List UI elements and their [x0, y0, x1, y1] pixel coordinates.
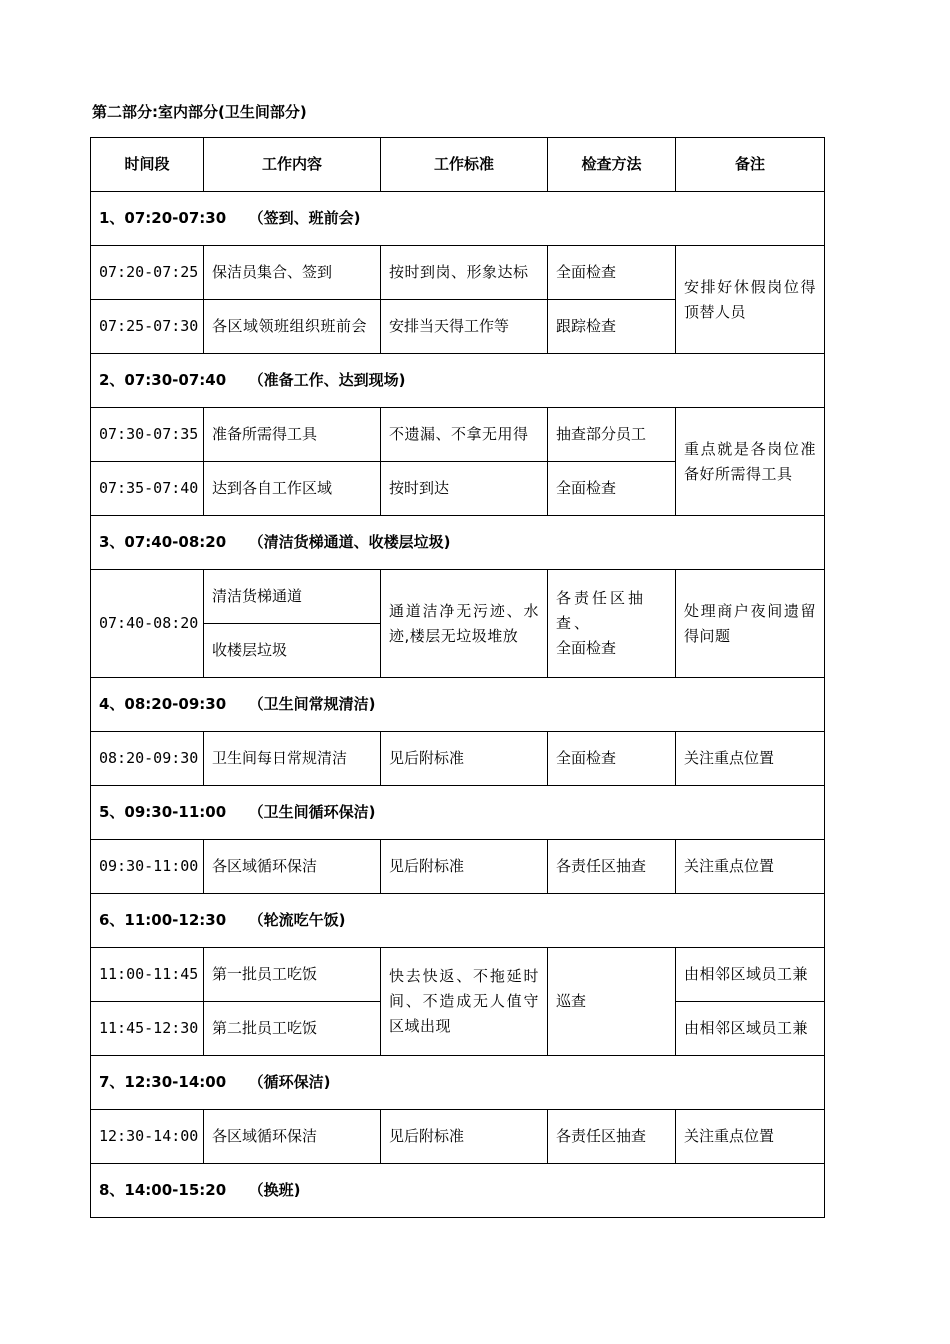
section-heading-4: [91, 678, 825, 732]
standard-cell: 见后附标准: [381, 1110, 548, 1164]
time-cell: 11:45-12:30: [91, 1002, 204, 1056]
method-cell: 全面检查: [548, 732, 676, 786]
standard-cell: 按时到达: [381, 462, 548, 516]
content-cell: 各区域循环保洁: [204, 1110, 381, 1164]
time-cell: 11:00-11:45: [91, 948, 204, 1002]
section-heading-1: [91, 192, 825, 246]
standard-cell: 按时到岗、形象达标: [381, 246, 548, 300]
header-standard: 工作标准: [381, 138, 548, 192]
table-row: [91, 732, 825, 786]
remark-cell: 关注重点位置: [676, 840, 825, 894]
table-row: [91, 570, 825, 624]
standard-cell: 快去快返、不拖延时间、不造成无人值守区域出现: [381, 948, 548, 1056]
content-cell: 达到各自工作区域: [204, 462, 381, 516]
table-row: [91, 948, 825, 1002]
method-cell: 全面检查: [548, 246, 676, 300]
standard-cell: 不遗漏、不拿无用得: [381, 408, 548, 462]
time-cell: 07:25-07:30: [91, 300, 204, 354]
remark-cell: 关注重点位置: [676, 1110, 825, 1164]
method-cell: 巡查: [548, 948, 676, 1056]
content-cell: 收楼层垃圾: [204, 624, 381, 678]
standard-cell: 安排当天得工作等: [381, 300, 548, 354]
table-row: [91, 840, 825, 894]
remark-cell: 关注重点位置: [676, 732, 825, 786]
section-title: 7、12:30-14:00 （循环保洁): [91, 1056, 825, 1110]
page-title: 第二部分:室内部分(卫生间部分): [92, 103, 307, 121]
header-remark: 备注: [676, 138, 825, 192]
header-content: 工作内容: [204, 138, 381, 192]
standard-cell: 通道洁净无污迹、水迹,楼层无垃圾堆放: [381, 570, 548, 678]
section-heading-7: [91, 1056, 825, 1110]
section-title: 5、09:30-11:00 （卫生间循环保洁): [91, 786, 825, 840]
content-cell: 清洁货梯通道: [204, 570, 381, 624]
header-row: [91, 138, 825, 192]
remark-cell: 处理商户夜间遗留得问题: [676, 570, 825, 678]
time-cell: 07:35-07:40: [91, 462, 204, 516]
section-title: 2、07:30-07:40 （准备工作、达到现场): [91, 354, 825, 408]
method-cell: [548, 570, 676, 678]
section-title: 6、11:00-12:30 （轮流吃午饭): [91, 894, 825, 948]
time-cell: 12:30-14:00: [91, 1110, 204, 1164]
remark-cell: 由相邻区域员工兼: [676, 1002, 825, 1056]
table-row: [91, 246, 825, 300]
section-heading-5: [91, 786, 825, 840]
time-cell: 07:20-07:25: [91, 246, 204, 300]
schedule-table: [90, 137, 825, 1218]
section-heading-3: [91, 516, 825, 570]
header-method: 检查方法: [548, 138, 676, 192]
standard-cell: 见后附标准: [381, 732, 548, 786]
method-cell: 各责任区抽查: [548, 840, 676, 894]
time-cell: 08:20-09:30: [91, 732, 204, 786]
content-cell: 第一批员工吃饭: [204, 948, 381, 1002]
time-cell: 07:40-08:20: [91, 570, 204, 678]
time-cell: 09:30-11:00: [91, 840, 204, 894]
remark-cell: 由相邻区域员工兼: [676, 948, 825, 1002]
header-time: 时间段: [91, 138, 204, 192]
section-heading-2: [91, 354, 825, 408]
section-title: 1、07:20-07:30 （签到、班前会): [91, 192, 825, 246]
standard-cell: 见后附标准: [381, 840, 548, 894]
content-cell: 保洁员集合、签到: [204, 246, 381, 300]
remark-cell: 安排好休假岗位得顶替人员: [676, 246, 825, 354]
table-row: [91, 1110, 825, 1164]
table-row: [91, 408, 825, 462]
content-cell: 各区域循环保洁: [204, 840, 381, 894]
section-heading-6: [91, 894, 825, 948]
section-heading-8: [91, 1164, 825, 1218]
content-cell: 各区域领班组织班前会: [204, 300, 381, 354]
method-cell: 抽查部分员工: [548, 408, 676, 462]
section-title: 4、08:20-09:30 （卫生间常规清洁): [91, 678, 825, 732]
content-cell: 准备所需得工具: [204, 408, 381, 462]
method-line: 全面检查: [556, 639, 617, 657]
method-cell: 全面检查: [548, 462, 676, 516]
content-cell: 第二批员工吃饭: [204, 1002, 381, 1056]
section-title: 3、07:40-08:20 （清洁货梯通道、收楼层垃圾): [91, 516, 825, 570]
method-line: 各责任区抽查、: [556, 589, 647, 632]
method-cell: 各责任区抽查: [548, 1110, 676, 1164]
content-cell: 卫生间每日常规清洁: [204, 732, 381, 786]
remark-cell: 重点就是各岗位准备好所需得工具: [676, 408, 825, 516]
section-title: 8、14:00-15:20 （换班): [91, 1164, 825, 1218]
time-cell: 07:30-07:35: [91, 408, 204, 462]
method-cell: 跟踪检查: [548, 300, 676, 354]
